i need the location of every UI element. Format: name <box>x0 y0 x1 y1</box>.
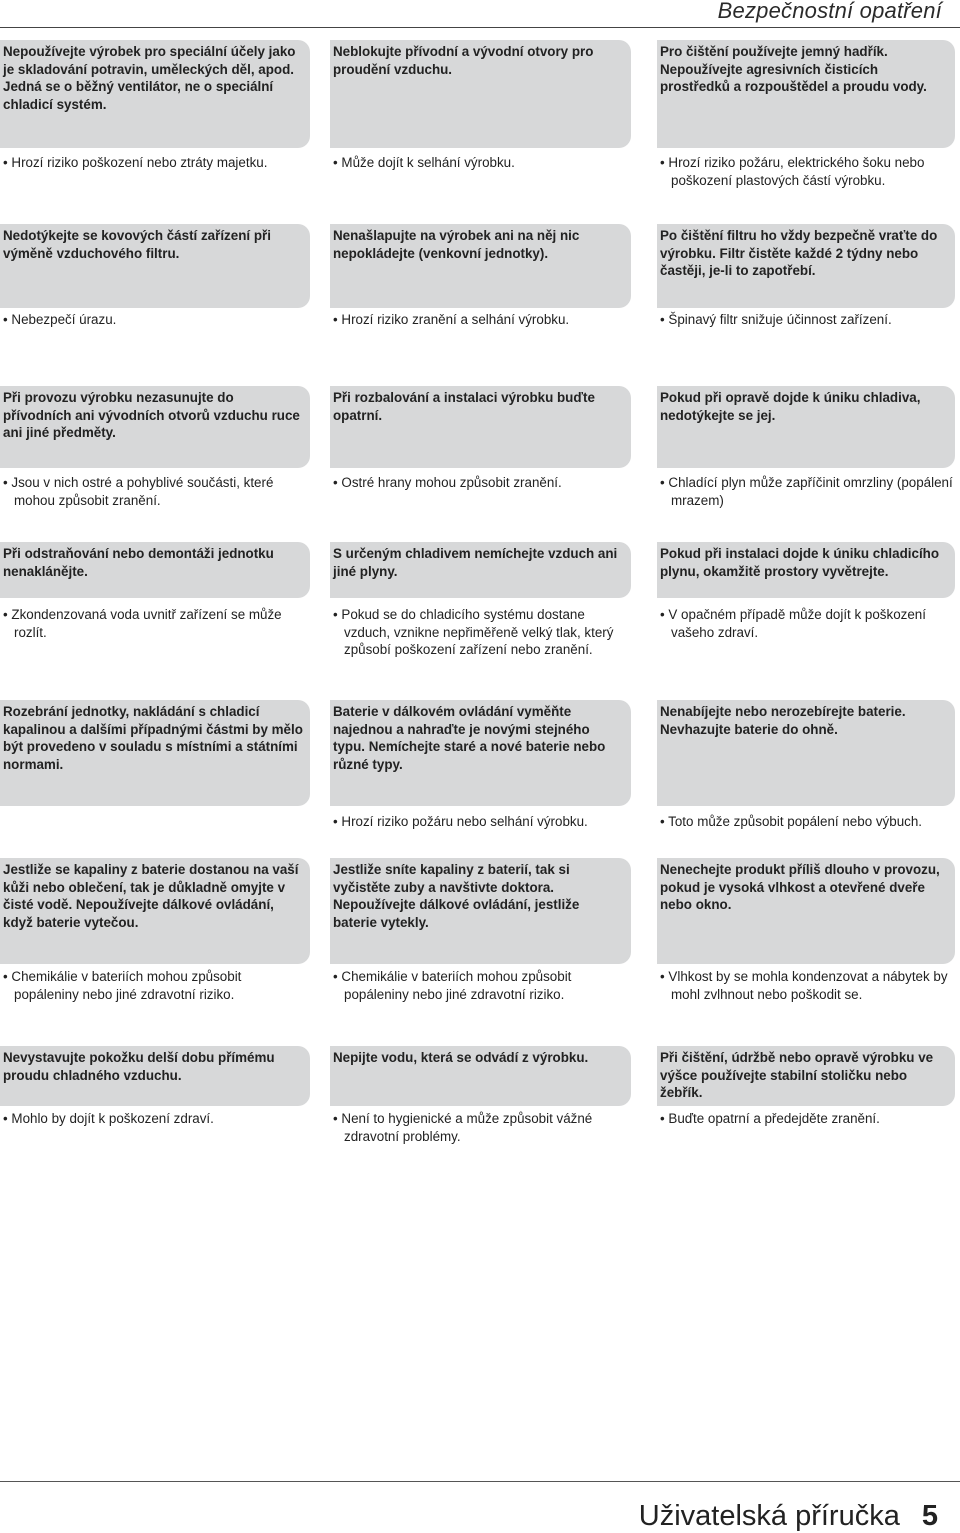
warning-box: Nepijte vodu, která se odvádí z výrobku. <box>330 1046 631 1106</box>
warning-note: • Chemikálie v bateriích mohou způsobit popáleniny nebo jiné zdravotní riziko. <box>3 969 242 1002</box>
warning-note: • Může dojít k selhání výrobku. <box>333 155 515 170</box>
page-number: 5 <box>921 1500 938 1532</box>
footer-title: Uživatelská příručka <box>638 1500 900 1532</box>
warning-note: • Hrozí riziko požáru nebo selhání výrobku. <box>333 814 588 829</box>
warning-box: Nenašlapujte na výrobek ani na něj nic nepokládejte (venkovní jednotky). <box>330 224 631 308</box>
warning-note: • Hrozí riziko zranění a selhání výrobku. <box>333 312 570 327</box>
warning-box: Při rozbalování a instalaci výrobku buďte opatrní. <box>330 386 631 468</box>
warning-note: • Toto může způsobit popálení nebo výbuch. <box>660 814 923 829</box>
warning-note: • Jsou v nich ostré a pohyblivé součásti, které mohou způsobit zranění. <box>3 475 274 508</box>
warning-box: Neblokujte přívodní a vývodní otvory pro proudění vzduchu. <box>330 40 631 148</box>
warning-box: Baterie v dálkovém ovládání vyměňte najednou a nahraďte je novými stejného typu. Nemíchejte staré a nové baterie nebo různé typy. <box>330 700 631 806</box>
warning-note: • Není to hygienické a může způsobit vážné zdravotní problémy. <box>333 1111 593 1144</box>
warning-box: Pro čištění používejte jemný hadřík. Nepoužívejte agresivních čisticích prostředků a rozpouštědel a proudu vody. <box>657 40 955 148</box>
warning-note: • Pokud se do chladicího systému dostane vzduch, vznikne nepřiměřeně velký tlak, který způsobí poškození zařízení nebo zranění. <box>333 607 614 657</box>
warning-note: • Špinavý filtr snižuje účinnost zařízení. <box>660 312 892 327</box>
warning-box: Nevystavujte pokožku delší dobu přímému proudu chladného vzduchu. <box>0 1046 310 1106</box>
warning-box: Nepoužívejte výrobek pro speciální účely jako je skladování potravin, uměleckých děl, apod. Jedná se o běžný ventilátor, ne o speciální chladicí systém. <box>0 40 310 148</box>
warning-note: • Vlhkost by se mohla kondenzovat a nábytek by mohl zvlhnout nebo poškodit se. <box>660 969 948 1002</box>
page-footer <box>639 1500 938 1533</box>
warning-note: • V opačném případě může dojít k poškození vašeho zdraví. <box>660 607 926 640</box>
warning-note: • Zkondenzovaná voda uvnitř zařízení se může rozlít. <box>3 607 282 640</box>
warning-note: • Ostré hrany mohou způsobit zranění. <box>333 475 562 490</box>
warning-note: • Chemikálie v bateriích mohou způsobit popáleniny nebo jiné zdravotní riziko. <box>333 969 572 1002</box>
warning-note: • Hrozí riziko požáru, elektrického šoku nebo poškození plastových částí výrobku. <box>660 155 925 188</box>
warning-box: Jestliže sníte kapaliny z baterií, tak si vyčistěte zuby a navštivte doktora. Nepoužívejte dálkové ovládání, jestliže baterie vytekly. <box>330 858 631 964</box>
warning-box: Jestliže se kapaliny z baterie dostanou na vaší kůži nebo oblečení, tak je důkladně omyjte v čisté vodě. Nepoužívejte dálkové ovládání, když baterie vytečou. <box>0 858 310 964</box>
warning-box: Při provozu výrobku nezasunujte do přívodních ani vývodních otvorů vzduchu ruce ani jiné předměty. <box>0 386 310 468</box>
warning-box: Nenechejte produkt příliš dlouho v provozu, pokud je vysoká vlhkost a otevřené dveře nebo okno. <box>657 858 955 964</box>
warning-note: • Buďte opatrní a předejděte zranění. <box>660 1111 880 1126</box>
warning-box: Pokud při opravě dojde k úniku chladiva, nedotýkejte se jej. <box>657 386 955 468</box>
warning-box: Při čištění, údržbě nebo opravě výrobku ve výšce používejte stabilní stoličku nebo žebřík. <box>657 1046 955 1106</box>
warning-note: • Nebezpečí úrazu. <box>3 312 117 327</box>
header-rule <box>0 27 960 28</box>
warning-box: Nedotýkejte se kovových částí zařízení při výměně vzduchového filtru. <box>0 224 310 308</box>
warning-box: S určeným chladivem nemíchejte vzduch ani jiné plyny. <box>330 542 631 598</box>
warning-box: Rozebrání jednotky, nakládání s chladicí kapalinou a dalšími případnými částmi by mělo být provedeno v souladu s místními a státními normami. <box>0 700 310 806</box>
warning-box: Pokud při instalaci dojde k úniku chladicího plynu, okamžitě prostory vyvětrejte. <box>657 542 955 598</box>
warning-note: • Mohlo by dojít k poškození zdraví. <box>3 1111 214 1126</box>
warning-note: • Chladící plyn může zapříčinit omrzliny (popálení mrazem) <box>660 475 953 508</box>
warning-box: Při odstraňování nebo demontáži jednotku nenaklánějte. <box>0 542 310 598</box>
footer-rule <box>0 1481 960 1482</box>
warning-box: Nenabíjejte nebo nerozebírejte baterie. Nevhazujte baterie do ohně. <box>657 700 955 806</box>
warning-box: Po čištění filtru ho vždy bezpečně vraťte do výrobku. Filtr čistěte každé 2 týdny nebo častěji, je-li to zapotřebí. <box>657 224 955 308</box>
page-header-title: Bezpečnostní opatření <box>717 0 942 23</box>
warning-note: • Hrozí riziko poškození nebo ztráty majetku. <box>3 155 268 170</box>
